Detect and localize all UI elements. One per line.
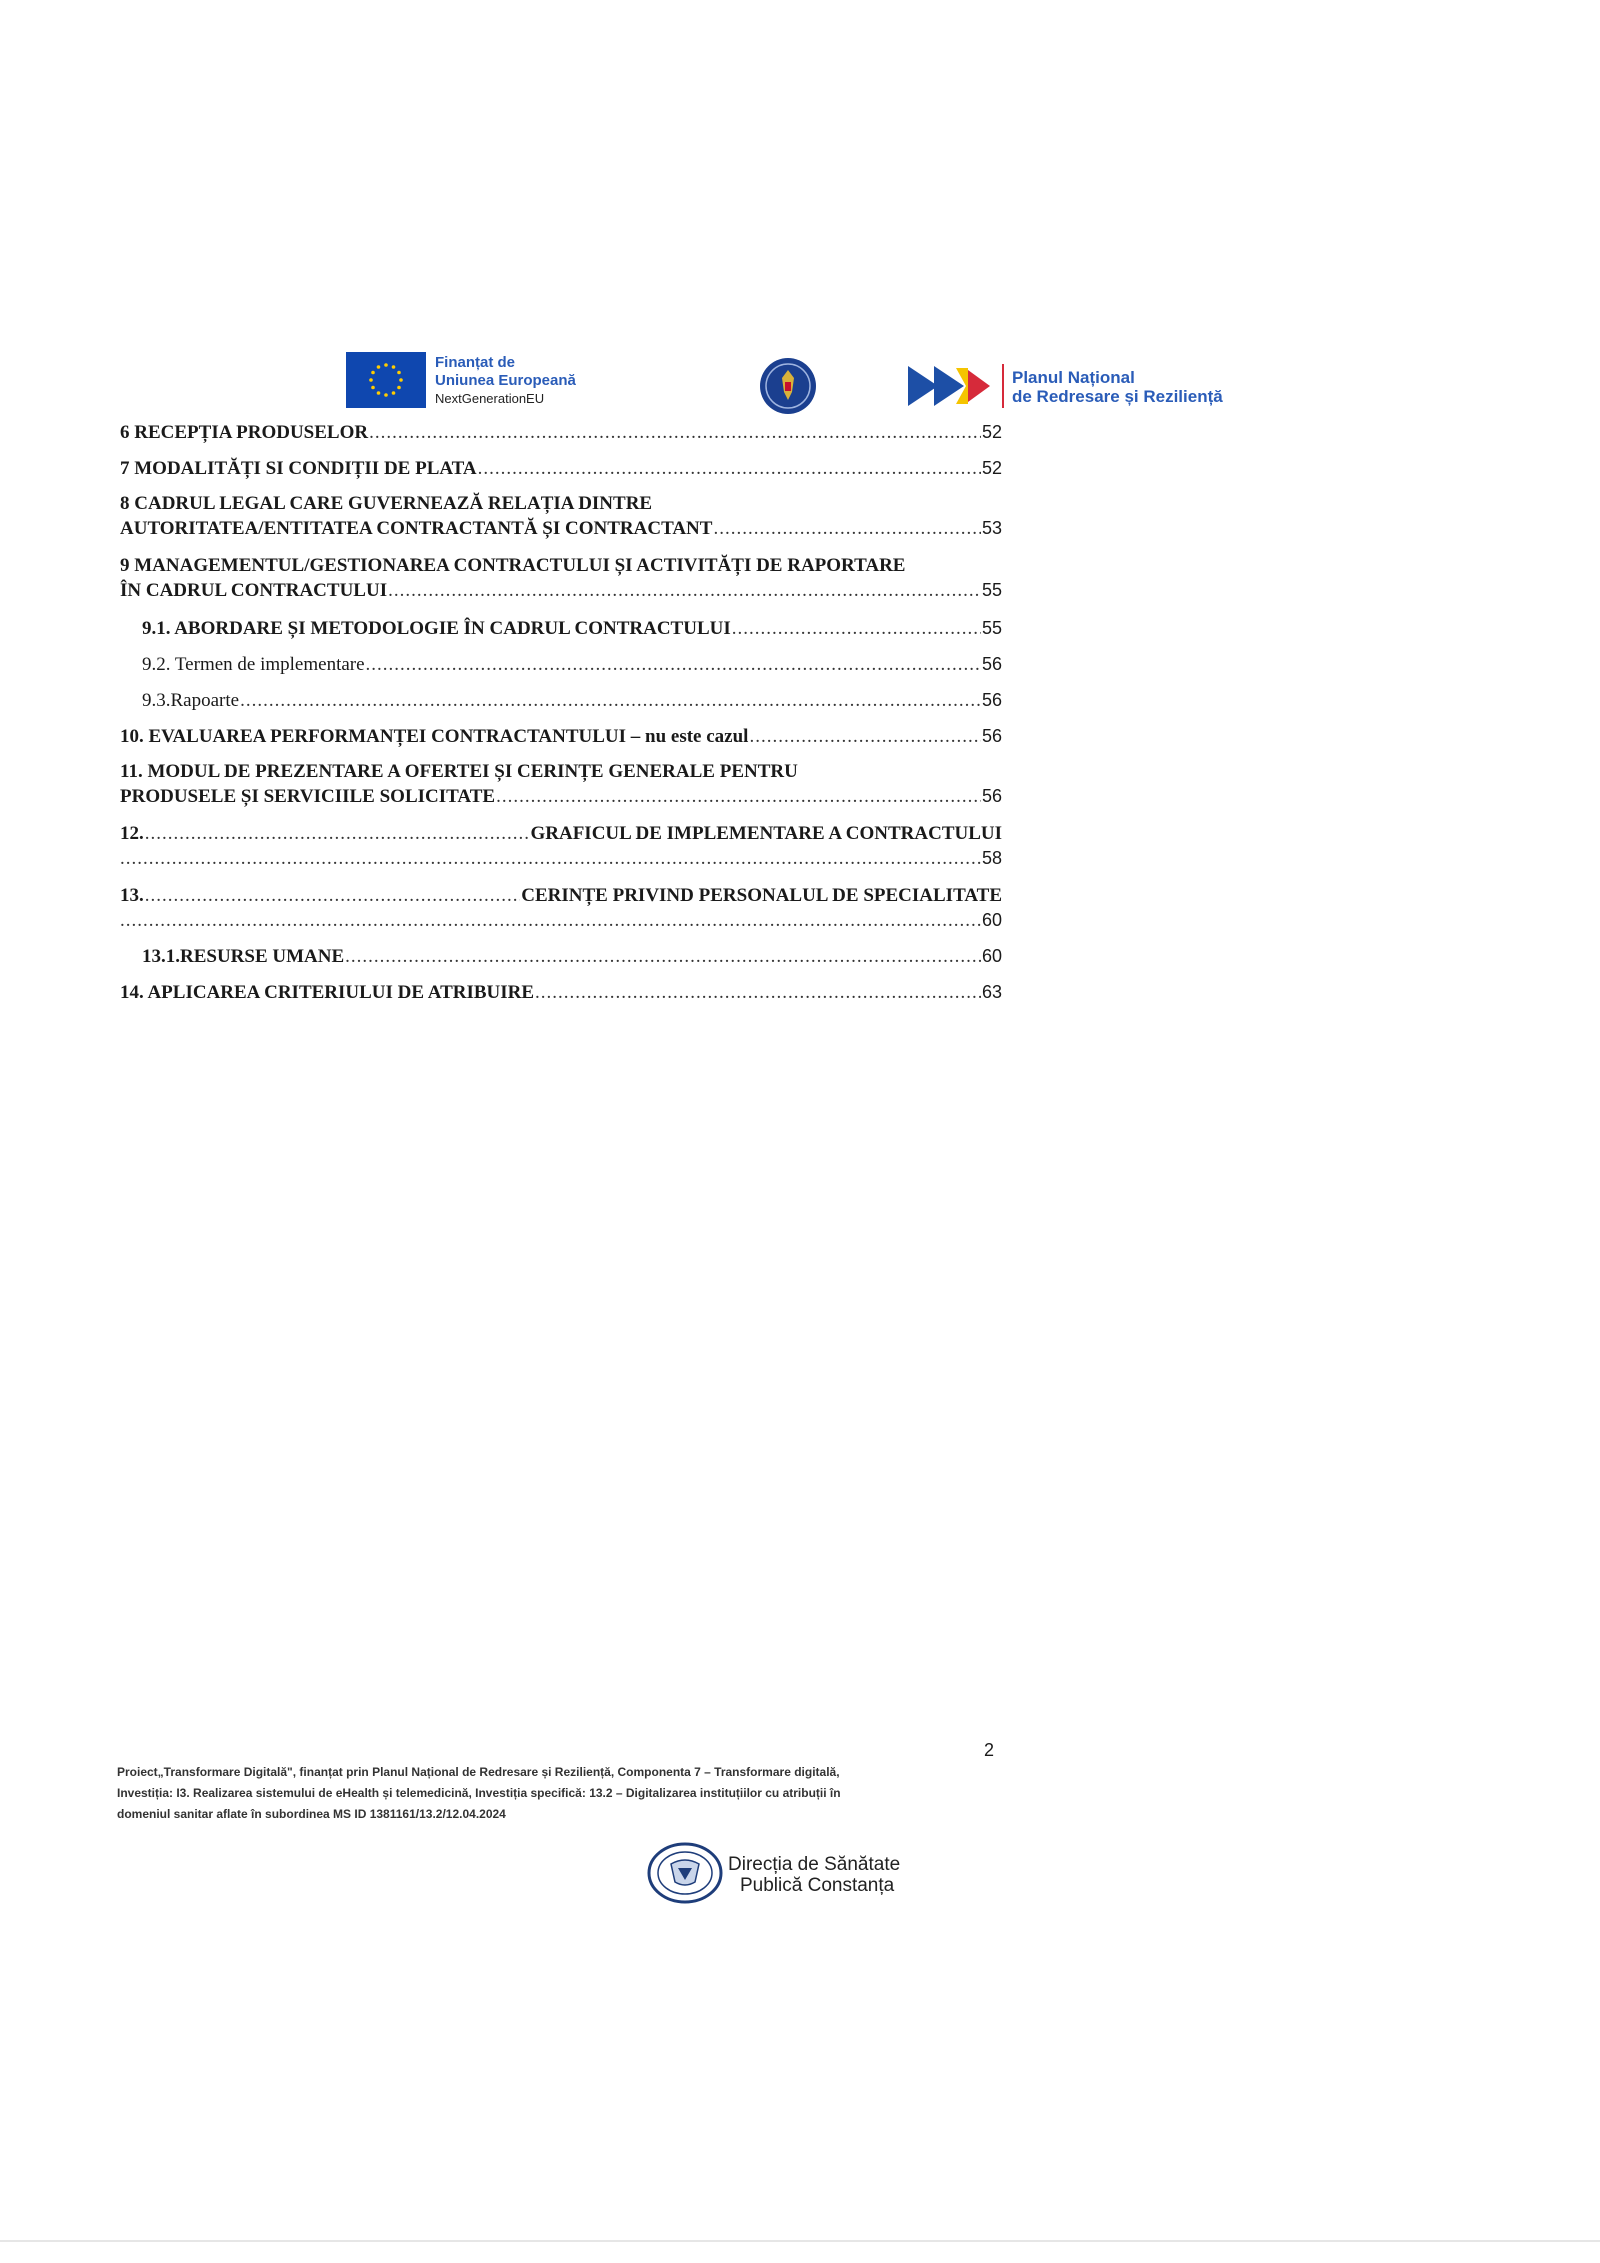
toc-page-number: 58 (981, 848, 1002, 868)
table-of-contents (120, 420, 1002, 1004)
pnrr-label-line1: Planul Național (1012, 368, 1135, 387)
toc-page-number: 60 (981, 910, 1002, 930)
toc-entry-13-1[interactable]: 13.1.RESURSE UMANE ..... 60 (120, 944, 1002, 968)
toc-page-number: 56 (981, 690, 1002, 710)
toc-entry-13[interactable]: 13. ..... CERINȚE PRIVIND PERSONALUL DE SPECIALITATE ..... 60 (120, 884, 1002, 932)
eu-label-line2: Uniunea Europeană (435, 372, 576, 389)
dsp-constanta-seal-icon (646, 1842, 724, 1904)
toc-entry-7[interactable]: 7 MODALITĂȚI SI CONDIȚII DE PLATA ..... 52 (120, 456, 1002, 480)
toc-page-number: 56 (981, 654, 1002, 674)
toc-entry-9[interactable]: 9 MANAGEMENTUL/GESTIONAREA CONTRACTULUI ȘI ACTIVITĂȚI DE RAPORTARE ÎN CADRUL CONTRACTULUI ..... 55 (120, 554, 1002, 602)
toc-entry-14[interactable]: 14. APLICAREA CRITERIULUI DE ATRIBUIRE ..... 63 (120, 980, 1002, 1004)
toc-page-number: 55 (981, 618, 1002, 638)
toc-page-number: 56 (981, 726, 1002, 746)
toc-entry-12[interactable]: 12. ..... GRAFICUL DE IMPLEMENTARE A CONTRACTULUI ..... 58 (120, 822, 1002, 870)
toc-entry-11[interactable]: 11. MODUL DE PREZENTARE A OFERTEI ȘI CERINȚE GENERALE PENTRU PRODUSELE ȘI SERVICIILE SOLICITATE ..... 56 (120, 760, 1002, 808)
toc-entry-8[interactable]: 8 CADRUL LEGAL CARE GUVERNEAZĂ RELAȚIA DINTRE AUTORITATEA/ENTITATEA CONTRACTANTĂ ȘI CONTRACTANT ..... 53 (120, 492, 1002, 540)
scan-edge-line (0, 2240, 1600, 2242)
project-footer-text (117, 1762, 977, 1825)
toc-page-number: 56 (981, 786, 1002, 806)
eu-label-line1: Finanțat de (435, 354, 516, 371)
pnrr-arrows-logo-icon (908, 360, 1006, 412)
footer-line-1: Proiect„Transformare Digitală", finanțat prin Planul Național de Redresare și Reziliență, Componenta 7 – Transformare digitală, (117, 1765, 840, 1779)
footer-line-3: domeniul sanitar aflate în subordinea MS ID 1381161/13.2/12.04.2024 (117, 1807, 506, 1821)
toc-page-number: 55 (981, 580, 1002, 600)
toc-entry-9-3[interactable]: 9.3.Rapoarte ..... 56 (120, 688, 1002, 712)
eu-funding-label (435, 354, 576, 408)
toc-entry-6[interactable]: 6 RECEPȚIA PRODUSELOR ..... 52 (120, 420, 1002, 444)
toc-entry-9-1[interactable]: 9.1. ABORDARE ȘI METODOLOGIE ÎN CADRUL CONTRACTULUI ..... 55 (120, 616, 1002, 640)
page-number: 2 (984, 1740, 995, 1760)
toc-page-number: 52 (981, 458, 1002, 478)
toc-entry-10[interactable]: 10. EVALUAREA PERFORMANȚEI CONTRACTANTULUI – nu este cazul ..... 56 (120, 724, 1002, 748)
toc-page-number: 53 (981, 518, 1002, 538)
romanian-government-seal-icon (758, 356, 818, 416)
dsp-label-line1: Direcția de Sănătate (728, 1854, 901, 1875)
pnrr-label-line2: de Redresare și Reziliență (1012, 387, 1223, 406)
toc-page-number: 60 (981, 946, 1002, 966)
dsp-constanta-label (728, 1854, 900, 1896)
eu-label-line3: NextGenerationEU (435, 391, 545, 406)
dsp-label-line2: Publică Constanța (740, 1875, 895, 1896)
footer-line-2: Investiția: I3. Realizarea sistemului de eHealth și telemedicină, Investiția specifică: 13.2 – Digitalizarea instituțiilor cu atribuții în (117, 1786, 841, 1800)
toc-page-number: 52 (981, 422, 1002, 442)
pnrr-label (1012, 368, 1223, 406)
eu-flag-icon (346, 352, 426, 408)
toc-entry-9-2[interactable]: 9.2. Termen de implementare ..... 56 (120, 652, 1002, 676)
toc-page-number: 63 (981, 982, 1002, 1002)
